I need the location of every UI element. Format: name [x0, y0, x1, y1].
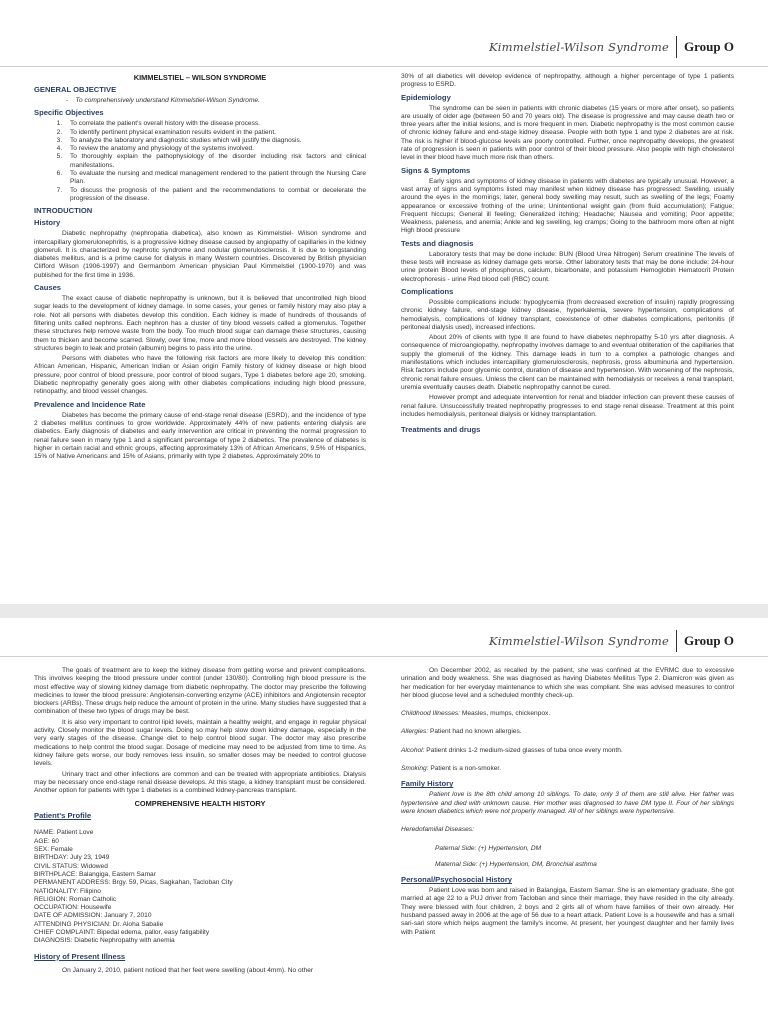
profile-field: CIVIL STATUS: Widowed: [34, 862, 108, 870]
page2-left-column: [34, 667, 366, 977]
prevalence-paragraph: Diabetes has become the primary cause of end-stage renal disease (ESRD), and the incidence of type 2 diabetes mellitus continues to grow worldwide. Approximately 44% of new patients entering dialysis are diabetics. Early diagnosis of diabetes and early intervention are critical in preventing the normal progression to renal failure seen in many type 1 and a significant percentage of type 2 diabetics. The prevalence of diabetes is higher in certain racial and ethnic groups, affecting approximately 13% of African Americans, 9.5% of Hispanics, 15% of Native Americans and 15% of Asians, primarily with type 2 diabetes. Approximately 20% to: [34, 411, 366, 461]
epidemiology-heading: Epidemiology: [401, 92, 451, 102]
causes-heading: Causes: [34, 283, 62, 293]
causes-paragraph-1: The exact cause of diabetic nephropathy is unknown, but it is believed that uncontrolled high blood sugar leads to the development of kidney damage. In some cases, your genes or family history may also play a role. Not all persons with diabetes develop this condition. Each kidney is made of hundreds of thousands of filtering units called nephrons. Each nephron has a cluster of tiny blood vessels called a glomerulus. Together these structures help remove waste from the body. Too much blood sugar can damage these structures, causing them to thicken and become scarred. Slowly, over time, more and more blood vessels are destroyed. The kidney structures begin to leak and protein (albumin) begins to pass into the urine.: [34, 295, 366, 352]
treatment-paragraph-2: It is also very important to control lipid levels, maintain a healthy weight, and engage in regular physical activity. Closely monitor the blood sugar levels. Doing so may help slow down kidney damage, especially in the very early stages of the disease. Change diet to help control blood sugar. The doctor may also prescribe medications to help control the blood sugar. Dosage of medicine may need to be adjusted from time to time. As kidney failure gets worse, our body removes less insulin, so smaller doses may be needed to control glucose levels.: [34, 718, 366, 768]
psychosocial-paragraph: Patient Love was born and raised in Balangiga, Eastern Samar. She is an elementary graduate. She got married at age 22 to a PUJ driver from Tacloban and since their marriage, they have resided in the city already. They were blessed with four children, 2 boys and 2 girls all of whom have families of their own already. Her husband passed away in 2006 at the age of 56 due to a heart attack. Patient Love is a housewife and has a small sari-sari store which helps augment the family's income. At present, her youngest daughter and her family lives with Patient: [401, 887, 734, 936]
specific-objectives-heading: Specific Objectives: [34, 108, 104, 118]
header-rule: [0, 66, 768, 67]
profile-field: SEX: Female: [34, 846, 73, 854]
history-heading: History: [34, 218, 61, 228]
family-history-heading: Family History: [401, 779, 454, 789]
page2-right-column: [401, 667, 734, 939]
continued-paragraph: 30% of all diabetics will develop evidence of nephropathy, although a higher percentage of type 1 patients progress to ESRD.: [401, 73, 734, 89]
alcohol: Alcohol: Patient drinks 1-2 medium-sized glasses of tuba once every month.: [401, 746, 623, 754]
tests-paragraph: Laboratory tests that may be done include: BUN (Blood Urea Nitrogen) Serum creatinine The levels of these tests will increase as kidney damage gets worse. Other laboratory tests that may be done include: 24-hour urine protein Blood levels of phosphorus, calcium, bicarbonate, and potassium Hemoglobin Hematocrit Protein electrophoresis - urine Red blood cell (RBC) count.: [401, 250, 734, 283]
introduction-heading: INTRODUCTION: [34, 206, 93, 216]
health-history-heading: COMPREHENSIVE HEALTH HISTORY: [134, 799, 266, 809]
profile-field: NATIONALITY: Filipino: [34, 887, 101, 895]
treatment-paragraph-3: Urinary tract and other infections are common and can be treated with appropriate antibiotics. Dialysis may be necessary once end-stage renal disease develops. At this stage, a kidney transplant must be considered. Another option for patients with type 1 diabetes is a combined kidney-pancreas transplant.: [34, 770, 366, 795]
maternal-side: Maternal Side: (+) Hypertension, DM, Bronchial asthma: [435, 860, 597, 868]
page1-left-column: [34, 73, 366, 463]
epidemiology-paragraph: The syndrome can be seen in patients with chronic diabetes (15 years or more after onset), so patients are usually of older age (between 50 and 70 years old). The disease is progressive and may cause death two or three years after the initial lesions, and is more frequent in men. Diabetic nephropathy is the most common cause of chronic kidney failure and end-stage kidney disease. People with both type 1 and type 2 diabetes are at risk. The risk is higher if blood-glucose levels are poorly controlled. Further, once nephropathy develops, the greatest rate of progression is seen in patients with poor control of their blood pressure. Also people with high cholesterol level in their blood have much more risk than others.: [401, 104, 734, 162]
signs-heading: Signs & Symptoms: [401, 165, 471, 175]
childhood-illnesses: Childhood Illnesses: Measles, mumps, chickenpox.: [401, 710, 551, 718]
history-paragraph: Diabetic nephropathy (nephropatia diabetica), also known as Kimmelstiel- Wilson syndrome and intercapillary glomerulonephritis, is a progressive kidney disease caused by angiopathy of capillaries in the kidney glomeruli. It is characterized by nephrotic syndrome and nodular glomerulosclerosis. It is due to longstanding diabetes mellitus, and is a prime cause for dialysis in many Western countries. Discovered by British physician Clifford Wilson (1906-1997) and Germanborn American physician Paul Kimmelstiel (1900-1970) and was published for the first time in 1936.: [34, 230, 366, 279]
page-header: [489, 630, 734, 652]
page-header: [489, 36, 734, 58]
general-objective-heading: GENERAL OBJECTIVE: [34, 85, 117, 94]
complications-paragraph-1: Possible complications include: hypoglycemia (from decreased excretion of insulin) rapidly progressing chronic kidney failure, end-stage kidney disease, hyperkalemia, severe hypertension, complications of hemodialysis, complications of kidney transplant, coexistence of other diabetes complications, peritonitis (if peritoneal dialysis used), increased infections.: [401, 298, 734, 331]
allergies: Allergies: Patient had no known allergies.: [401, 728, 522, 736]
heredofamilial-label: Heredofamilial Diseases:: [401, 826, 474, 834]
list-item: 5. To thoroughly explain the pathophysiology of the disorder including risk factors and clinical manifestations.: [64, 153, 366, 170]
complications-paragraph-2: About 20% of clients with type II are found to have diabetes nephropathy 5-10 yrs after diagnosis. A consequence of microangiopathy, nephropathy involves damage to and eventual obliteration of the capillaries that supply the glomeruli of the kidney. This damage leads in turn to a complex a pathologic changes and manifestations which includes intercapillary glomerulosclerosis, nephrosis, gross albuminuria and hypertension. Risk factors include poor glycemic control, duration of disease and hypertension. With worsening of the nephrosis, chronic renal failure ensues. Unless the client can be maintained with hemodialysis or receives a renal transplant, uremia eventually causes death. Diabetic nephropathy cannot be cured.: [401, 334, 734, 391]
tests-heading: Tests and diagnosis: [401, 238, 474, 248]
list-item: 7. To discuss the prognosis of the patient and the recommendations to combat or decelerate the progression of the disease.: [64, 187, 366, 204]
header-rule: [0, 656, 768, 657]
prevalence-heading: Prevalence and Incidence Rate: [34, 399, 146, 409]
psychosocial-heading: Personal/Psychosocial History: [401, 875, 512, 885]
profile-field: RELIGION: Roman Catholic: [34, 895, 117, 903]
treatment-paragraph-1: The goals of treatment are to keep the kidney disease from getting worse and prevent complications. This involves keeping the blood pressure under control (under 130/80). Controlling high blood pressure is the most effective way of slowing kidney damage from diabetic nephropathy. The doctor may prescribe the following medicines to lower the blood pressure: Angiotensin-converting enzyme (ACE) inhibitors and Angiotensin receptor blockers (ARBs). These drugs help reduce the amount of protein in the urine. Many studies have suggested that a combination of these two types of drugs may be best.: [34, 667, 366, 716]
profile-field: DATE OF ADMISSION: January 7, 2010: [34, 912, 152, 920]
document-page-2: [0, 618, 768, 1024]
profile-field: PERMANENT ADDRESS: Brgy. 59, Picas, Sagkahan, Tacloban City: [34, 879, 233, 887]
specific-objectives-list: [34, 120, 366, 203]
profile-field: NAME: Patient Love: [34, 829, 94, 837]
list-item: 1. To correlate the patient's overall history with the disease process.: [64, 120, 366, 128]
causes-paragraph-2: Persons with diabetes who have the following risk factors are more likely to develop this condition: African American, Hispanic, American Indian or Asian origin Family history of kidney disease or high blood pressure, poor control of blood pressure, poor control of blood sugars, Type 1 diabetes before age 20, smoking. Diabetic nephropathy generally goes along with other diabetes complications including high blood pressure, retinopathy, and blood vessel changes.: [34, 355, 366, 396]
list-item: 4. To review the anatomy and physiology of the systems involved.: [64, 145, 366, 153]
page1-right-column: [401, 73, 734, 437]
patient-profile-heading: Patient's Profile: [34, 811, 92, 821]
complications-heading: Complications: [401, 286, 454, 296]
list-item: 3. To analyze the laboratory and diagnostic studies which will justify the diagnosis.: [64, 137, 366, 145]
profile-field: DIAGNOSIS: Diabetic Nephropathy with anemia: [34, 937, 175, 945]
main-title: KIMMELSTIEL – WILSON SYNDROME: [133, 73, 267, 82]
general-objective-text: - To comprehensively understand Kimmelstiel-Wilson Syndrome.: [66, 97, 260, 104]
present-illness-paragraph: On January 2, 2010, patient noticed that her feet were swelling (about 4mm). No other: [62, 966, 314, 974]
page-gap: [0, 604, 768, 618]
signs-paragraph: Early signs and symptoms of kidney disease in patients with diabetes are typically unusual. However, a vast array of signs and symptoms listed may manifest when kidney disease has progressed: Swelling, usually around the eyes in the mornings; later, general body swelling may result, such as swelling of the legs; Foamy appearance or excessive frothing of the urine; Unintentional weight gain (from fluid accumulation); Fatigue; Frequent hiccups; General ill feeling; Generalized itching; Headache; Nausea and vomiting; Poor appetite; Weakness, paleness, and anemia; Ankle and leg swelling, leg cramps; Going to the bathroom more often at night High blood pressure: [401, 177, 734, 235]
header-title: Kimmelstiel-Wilson Syndrome: [488, 40, 670, 54]
profile-field: OCCUPATION: Housewife: [34, 904, 112, 912]
treatments-heading: Treatments and drugs: [401, 425, 481, 435]
profile-field: BIRTHPLACE: Balangiga, Eastern Samar: [34, 870, 156, 878]
header-group: Group O: [684, 39, 734, 54]
present-illness-heading: History of Present Illness: [34, 951, 126, 961]
profile-field: CHIEF COMPLAINT: Bipedal edema, pallor, easy fatigability: [34, 929, 210, 937]
family-history-paragraph: Patient love is the 8th child among 10 siblings. To date, only 3 of them are still alive. Her father was hypertensive and died with unknown cause. Her mother was diagnosed to have DM type II. Four of her siblings were known diabetics which were not properly managed. All of her siblings were hypertensive.: [401, 791, 734, 815]
list-item: 2. To identify pertinent physical examination results evident in the patient.: [64, 129, 366, 137]
profile-field: BIRTHDAY: July 23, 1949: [34, 854, 110, 862]
history-paragraph: On December 2002, as recalled by the patient, she was confined at the EVRMC due to excessive urination and body weakness. She was diagnosed as having Diabetes Mellitus Type 2. Diamicron was given as her medication for her everyday maintenance to which she was compliant. She was advised measures to control her blood glucose level and a scheduled monthly check-up.: [401, 667, 734, 699]
list-item: 6. To evaluate the nursing and medical management rendered to the patient through the Nursing Care Plan.: [64, 170, 366, 187]
profile-field: AGE: 60: [34, 837, 59, 845]
complications-paragraph-3: However prompt and adequate intervention for renal and bladder infection can prevent these causes of renal failure. Unsuccessfully treated nephropathy progresses to end stage renal disease. Treatment at this point includes hemodialysis, peritoneal dialysis or kidney transplantation.: [401, 394, 734, 418]
smoking: Smoking: Patient is a non-smoker.: [401, 765, 502, 773]
header-title: Kimmelstiel-Wilson Syndrome: [488, 634, 670, 648]
patient-profile: [34, 823, 366, 945]
header-group: Group O: [684, 633, 734, 648]
profile-field: ATTENDING PHYSICIAN: Dr. Aloha Sabalie: [34, 920, 164, 928]
paternal-side: Paternal Side: (+) Hypertension, DM: [435, 844, 542, 852]
